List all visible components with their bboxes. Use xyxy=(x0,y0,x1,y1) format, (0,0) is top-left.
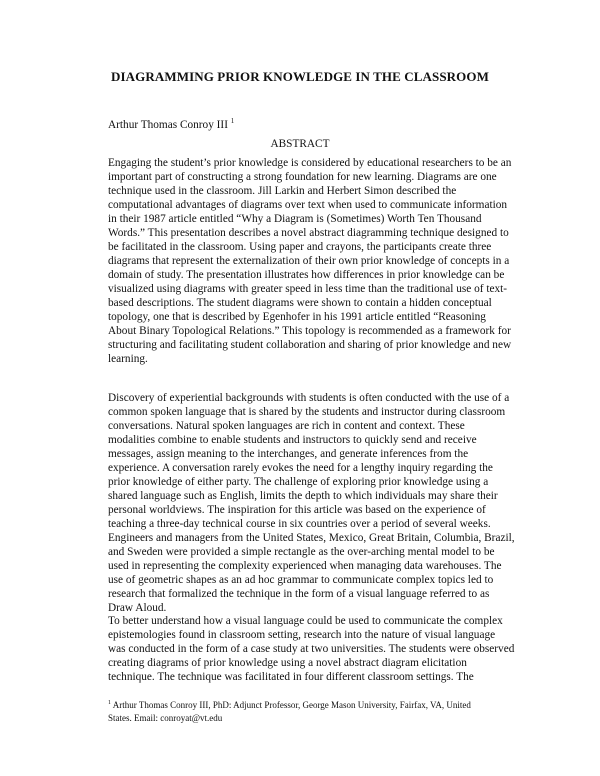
text-line: teaching a three-day technical course in six countries over a period of several weeks. xyxy=(108,518,491,530)
text-line: be facilitated in the classroom. Using paper and crayons, the participants create three xyxy=(108,241,492,253)
abstract-paragraph xyxy=(108,156,538,366)
text-line: Draw Aloud. xyxy=(108,602,167,614)
text-line: Discovery of experiential backgrounds with students is often conducted with the use of a xyxy=(108,392,510,404)
text-line: topology, one that is described by Egenhofer in his 1991 article entitled “Reasoning xyxy=(108,311,486,323)
footnote-email-text: States. Email: conroyat@vt.edu xyxy=(108,713,223,723)
text-line: personal worldviews. The inspiration for this article was based on the experience of xyxy=(108,504,486,516)
footnote-line xyxy=(108,697,538,712)
footnote-text: Arthur Thomas Conroy III, PhD: Adjunct Professor, George Mason University, Fairfax, VA, United xyxy=(112,700,471,710)
footnote-mark: 1 xyxy=(108,700,111,706)
text-line: epistemologies found in classroom setting, research into the nature of visual language xyxy=(108,629,496,641)
body-paragraph-1 xyxy=(108,391,538,615)
footnote xyxy=(108,697,538,725)
text-line: and Sweden were provided a simple rectangle as the over-arching mental model to be xyxy=(108,546,495,558)
author-name: Arthur Thomas Conroy III xyxy=(108,119,228,131)
paper-title: DIAGRAMMING PRIOR KNOWLEDGE IN THE CLASSROOM xyxy=(111,69,489,84)
text-line: Words.” This presentation describes a novel abstract diagramming technique designed to xyxy=(108,227,509,239)
footnote-line xyxy=(108,712,538,725)
text-line: use of geometric shapes as an ad hoc grammar to communicate complex topics led to xyxy=(108,574,494,586)
text-line: Engaging the student’s prior knowledge is considered by educational researchers to be an xyxy=(108,157,512,169)
text-line: important part of constructing a strong foundation for new learning. Diagrams are one xyxy=(108,171,497,183)
text-line: structuring and facilitating student collaboration and sharing of prior knowledge and new xyxy=(108,339,512,351)
text-line: visualized using diagrams with greater speed in less time than the traditional use of text- xyxy=(108,283,508,295)
text-line: technique. The technique was facilitated in four different classroom settings. The xyxy=(108,671,474,683)
text-line: experience. A conversation rarely evokes the need for a lengthy inquiry regarding the xyxy=(108,462,493,474)
text-line: computational advantages of diagrams over text when used to communicate information xyxy=(108,199,508,211)
abstract-heading: ABSTRACT xyxy=(270,138,330,150)
text-line: messages, assign meaning to the interchanges, and generate inferences from the xyxy=(108,448,469,460)
text-line: creating diagrams of prior knowledge using a novel abstract diagram elicitation xyxy=(108,657,467,669)
text-line: shared language such as English, limits the depth to which individuals may share their xyxy=(108,490,498,502)
text-line: common spoken language that is shared by the students and instructor during classroom xyxy=(108,406,506,418)
text-line: technique used in the classroom. Jill Larkin and Herbert Simon described the xyxy=(108,185,457,197)
text-line: modalities combine to enable students and instructors to quickly send and receive xyxy=(108,434,477,446)
author-footnote-mark: 1 xyxy=(230,117,235,125)
text-line: in their 1987 article entitled “Why a Diagram is (Sometimes) Worth Ten Thousand xyxy=(108,213,482,225)
author-line xyxy=(108,117,234,131)
text-line: research that formalized the technique in the form of a visual language referred to as xyxy=(108,588,490,600)
text-line: based descriptions. The student diagrams were shown to contain a hidden conceptual xyxy=(108,297,492,309)
text-line: diagrams that represent the externalization of their own prior knowledge of concepts in a xyxy=(108,255,510,267)
text-line: used in representing the complexity experienced when managing data warehouses. The xyxy=(108,560,502,572)
text-line: was conducted in the form of a case study at two universities. The students were observed xyxy=(108,643,515,655)
text-line: Engineers and managers from the United States, Mexico, Great Britain, Columbia, Brazil, xyxy=(108,532,515,544)
text-line: About Binary Topological Relations.” This topology is recommended as a framework for xyxy=(108,325,511,337)
text-line: prior knowledge of either party. The challenge of exploring prior knowledge using a xyxy=(108,476,489,488)
text-line: learning. xyxy=(108,353,148,365)
text-line: conversations. Natural spoken languages are rich in content and context. These xyxy=(108,420,465,432)
text-line: domain of study. The presentation illustrates how differences in prior knowledge can be xyxy=(108,269,505,281)
text-line: To better understand how a visual language could be used to communicate the complex xyxy=(108,615,503,627)
body-paragraph-2 xyxy=(108,614,538,684)
